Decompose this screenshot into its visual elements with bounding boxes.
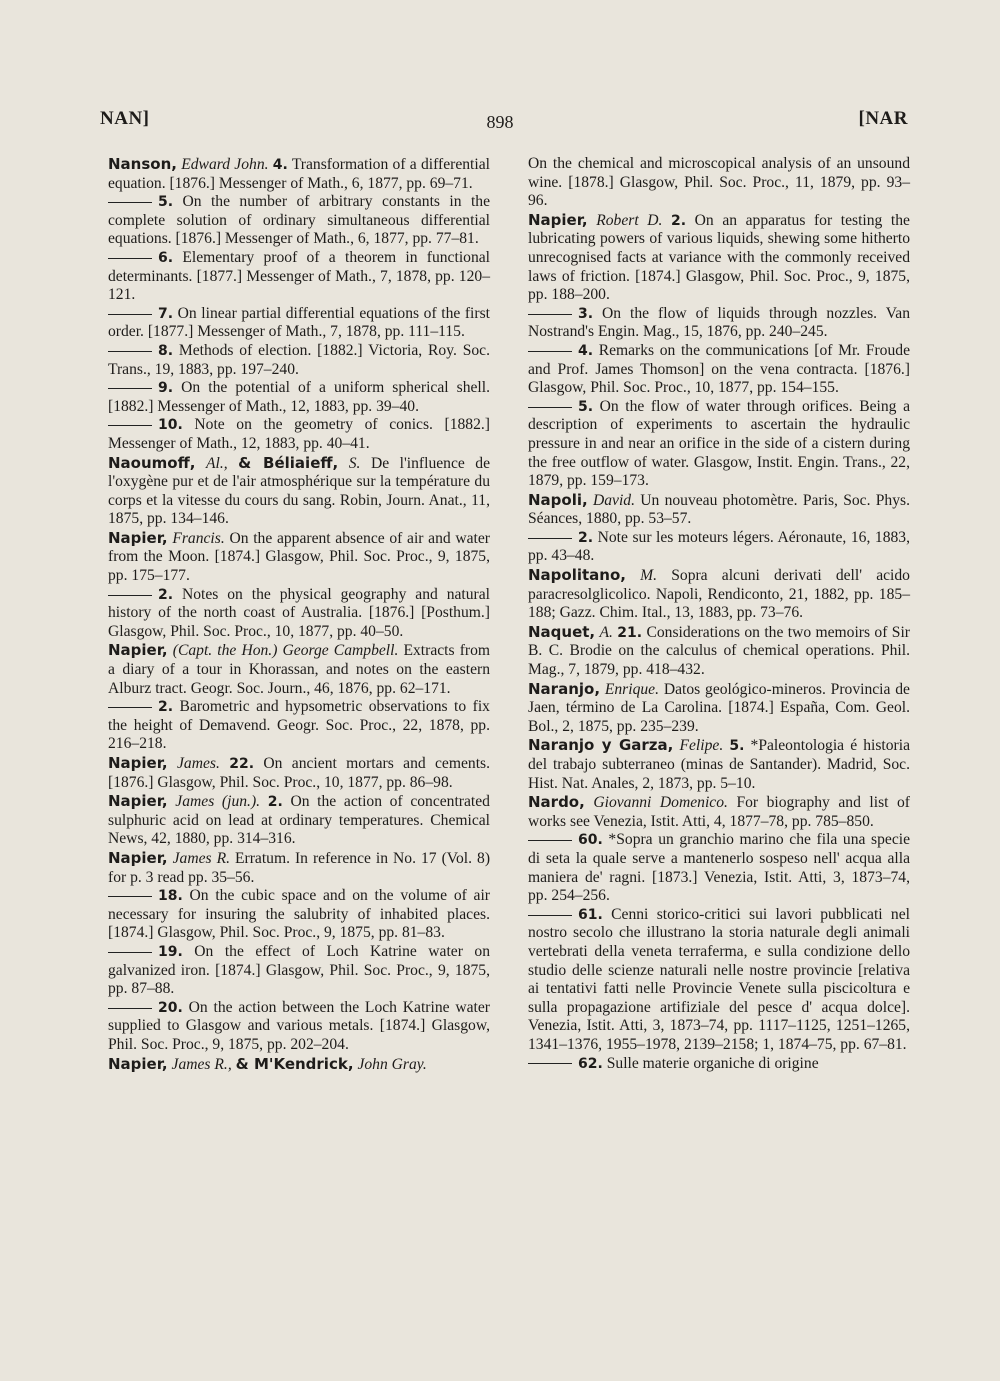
bibliography-entry: [528, 155, 910, 211]
entry-text: On linear partial differential equations of the first order. [1877.] Messenger of Math., 7, 1878, pp. 111–115.: [108, 304, 490, 341]
coauthor-forename: S.: [348, 454, 361, 472]
bibliography-entry: [108, 379, 490, 416]
author-surname: Napoli,: [528, 490, 588, 509]
bibliography-entry: [528, 831, 910, 905]
entry-text: On the number of arbitrary constants in the complete solution of ordinary simultaneous differential equations. [1876.] Messenger of Math., 6, 1877, pp. 77–81.: [108, 193, 490, 248]
entry-number: 3.: [578, 305, 594, 322]
entry-number: 5.: [158, 194, 174, 211]
ditto-rule: [528, 314, 572, 315]
author-surname: Napolitano,: [528, 566, 626, 585]
entry-number: 5.: [578, 398, 594, 415]
entry-text: Elementary proof of a theorem in functional determinants. [1877.] Messenger of Math., 7, 1878, pp. 120–121.: [108, 248, 490, 304]
left-column: [108, 155, 490, 1074]
author-surname: Naoumoff,: [108, 453, 196, 472]
entry-number: 19.: [158, 943, 183, 960]
bibliography-entry: [528, 1055, 910, 1074]
entry-text: Note sur les moteurs légers. Aéronaute, 16, 1883, pp. 43–48.: [528, 528, 910, 565]
entry-text: On an apparatus for testing the lubricating powers of various liquids, shewing some hitherto unrecognised facts at variance with the commonly received laws of friction. [1874.] Glasgow, Phil. Soc. Proc., 9, 1875, pp. 188–200.: [528, 211, 910, 304]
ditto-rule: [528, 538, 572, 539]
bibliography-entry: [528, 623, 910, 680]
entry-number: 2.: [578, 529, 594, 546]
bibliography-entry: [108, 193, 490, 249]
ditto-rule: [108, 595, 152, 596]
entry-number: 4.: [578, 342, 594, 359]
entry-number: 5.: [729, 738, 745, 755]
entry-text: On the flow of liquids through nozzles. Van Nostrand's Engin. Mag., 15, 1876, pp. 240–245.: [528, 304, 911, 341]
ditto-rule: [528, 351, 572, 352]
entry-text: On the action of concentrated sulphuric acid on lead at ordinary temperatures. Chemical News, 42, 1880, pp. 314–316.: [108, 793, 490, 848]
author-forename: Giovanni Domenico.: [593, 794, 728, 812]
bibliography-entry: [108, 586, 490, 642]
entry-number: 8.: [158, 342, 174, 359]
ditto-rule: [528, 407, 572, 408]
entry-number: 6.: [158, 249, 174, 266]
bibliography-entry: [108, 249, 490, 305]
entry-number: 2.: [158, 586, 174, 603]
entry-text: For biography and list of works see Venezia, Istit. Atti, 4, 1877–78, pp. 785–850.: [528, 794, 910, 830]
author-forename: James R.,: [171, 1055, 232, 1073]
ditto-rule: [108, 314, 152, 315]
author-forename: Al.,: [205, 454, 228, 472]
entry-number: 60.: [578, 832, 603, 849]
bibliography-entry: [108, 305, 490, 342]
entry-text: On the cubic space and on the volume of air necessary for insuring the salubrity of inhabited places. [1874.] Glasgow, Phil. Soc. Proc., 9, 1875, pp. 81–83.: [108, 887, 490, 942]
author-surname: Nardo,: [528, 793, 585, 812]
entry-number: 61.: [578, 906, 603, 923]
author-forename: Francis.: [172, 529, 225, 547]
bibliography-entry: [108, 342, 490, 379]
author-surname: Napier,: [108, 848, 168, 867]
coauthor-surname: & M'Kendrick,: [235, 1054, 354, 1073]
author-surname: Napier,: [528, 210, 588, 229]
entry-text: Cenni storico-critici sui lavori pubblicati nel nostro secolo che illustrano la storia naturale degli animali vertebrati della veneta terraferma, e sulla condizione dello studio delle scienze naturali nelle nostre provincie [relativa ai tentativi fatti nelle Provincie Venete sulla piscicoltura e sulla propagazione artifiziale del pesce d' acqua dolce]. Venezia, Istit. Atti, 3, 1873–74, pp. 1117–1125, 1251–1265, 1341–1376, 1955–1978, 2139–2158; 1, 1874–75, pp. 67–81.: [528, 905, 910, 1053]
bibliography-entry: [528, 566, 910, 623]
bibliography-entry: [528, 342, 910, 398]
entry-text: Sulle materie organiche di origine: [606, 1054, 819, 1072]
entry-text: Erratum. In reference in No. 17 (Vol. 8) for p. 3 read pp. 35–56.: [108, 849, 491, 886]
running-head-left: NAN]: [100, 108, 150, 129]
bibliography-entry: [108, 529, 490, 586]
page-number: 898: [486, 112, 514, 132]
entry-number: 9.: [158, 380, 174, 397]
ditto-rule: [108, 896, 152, 897]
bibliography-entry: [108, 754, 490, 792]
entry-text: Sopra alcuni derivati dell' acido paracresolglicolico. Napoli, Rendiconto, 21, 1882, pp. 185–188; Gazz. Chim. Ital., 13, 1883, pp. 73–76.: [528, 567, 910, 622]
bibliography-entry: [528, 211, 910, 305]
bibliography-entry: [108, 641, 490, 698]
entry-text: On the apparent absence of air and water from the Moon. [1874.] Glasgow, Phil. Soc. Proc., 9, 1875, pp. 175–177.: [108, 529, 490, 585]
bibliography-entry: [108, 416, 490, 453]
ditto-rule: [528, 1063, 572, 1064]
entry-number: 2.: [158, 699, 174, 716]
entry-number: 7.: [158, 305, 174, 322]
bibliography-entry: [528, 305, 910, 342]
ditto-rule: [108, 707, 152, 708]
bibliography-entry: [528, 529, 910, 566]
ditto-rule: [528, 915, 572, 916]
bibliography-entry: [108, 698, 490, 754]
entry-text: On the effect of Loch Katrine water on galvanized iron. [1874.] Glasgow, Phil. Soc. Proc., 9, 1875, pp. 87–88.: [108, 942, 490, 998]
bibliography-entry: [108, 887, 490, 943]
entry-text: Transformation of a differential equation. [1876.] Messenger of Math., 6, 1877, pp. 69–71.: [108, 156, 490, 192]
bibliography-entry: [528, 680, 910, 737]
author-forename: A.: [599, 623, 613, 641]
author-forename: M.: [640, 567, 658, 585]
author-forename: (Capt. the Hon.) George Campbell.: [172, 642, 399, 660]
author-forename: Enrique.: [604, 680, 659, 698]
entry-text: *Sopra un granchio marino che fila una specie di seta la quale serve a mantenerlo sospeso nell' acqua alla maniera de' ragni. [1873.] Venezia, Istit. Atti, 3, 1873–74, pp. 254–256.: [528, 831, 910, 905]
entry-number: 62.: [578, 1055, 603, 1072]
bibliography-entry: [108, 1055, 490, 1075]
entry-text: Un nouveau photomètre. Paris, Soc. Phys. Séances, 1880, pp. 53–57.: [528, 491, 910, 528]
entry-number: 4.: [272, 157, 288, 173]
right-column: [528, 155, 910, 1073]
bibliography-entry: [108, 454, 490, 529]
author-surname: Napier,: [108, 792, 168, 811]
author-forename: Felipe.: [679, 737, 724, 755]
author-forename: Robert D.: [596, 211, 663, 229]
ditto-rule: [108, 952, 152, 953]
bibliography-entry: [108, 155, 490, 193]
author-surname: Nanson,: [108, 155, 177, 173]
ditto-rule: [108, 388, 152, 389]
author-forename: James R.: [172, 849, 231, 867]
entry-text: On ancient mortars and cements. [1876.] Glasgow, Phil. Soc. Proc., 10, 1877, pp. 86–98.: [108, 755, 490, 791]
entry-text: Extracts from a diary of a tour in Khorassan, and notes on the eastern Alburz tract. Geogr. Soc. Journ., 46, 1876, pp. 62–171.: [108, 642, 491, 697]
author-surname: Napier,: [108, 641, 168, 660]
entry-text: Barometric and hypsometric observations to fix the height of Demavend. Geogr. Soc. Proc., 22, 1878, pp. 216–218.: [108, 698, 490, 753]
entry-number: 10.: [158, 417, 183, 434]
entry-number: 21.: [617, 624, 643, 641]
author-forename: David.: [592, 491, 635, 509]
entry-text: *Paleontologia é historia del trabajo subterraneo (minas de Santander). Madrid, Soc. Hist. Nat. Anales, 2, 1873, pp. 5–10.: [528, 737, 910, 792]
entry-text: Note on the geometry of conics. [1882.] Messenger of Math., 12, 1883, pp. 40–41.: [108, 416, 490, 452]
entry-text: Notes on the physical geography and natural history of the north coast of Australia. [1876.] [Posthum.] Glasgow, Phil. Soc. Proc., 10, 1877, pp. 40–50.: [108, 585, 490, 640]
bibliography-entry: [108, 999, 490, 1055]
bibliography-entry: [528, 736, 910, 793]
author-surname: Napier,: [108, 528, 168, 547]
author-surname: Napier,: [108, 754, 168, 772]
author-forename: Edward John.: [181, 156, 269, 173]
entry-number: 2.: [267, 794, 283, 811]
entry-text: On the action between the Loch Katrine water supplied to Glasgow and various metals. [1874.] Glasgow, Phil. Soc. Proc., 9, 1875, pp. 202–204.: [108, 998, 490, 1053]
coauthor-surname: & Béliaieff,: [238, 453, 339, 472]
author-forename: James (jun.).: [175, 793, 261, 811]
entry-number: 20.: [158, 999, 183, 1016]
ditto-rule: [108, 425, 152, 426]
ditto-rule: [108, 202, 152, 203]
bibliography-entry: [528, 491, 910, 529]
bibliography-entry: [108, 849, 490, 887]
author-forename: James.: [176, 755, 220, 772]
entry-text: On the chemical and microscopical analysis of an unsound wine. [1878.] Glasgow, Phil. Soc. Proc., 11, 1879, pp. 93–96.: [528, 155, 910, 210]
entry-text: De l'influence de l'oxygène pur et de l'air atmosphérique sur la température du corps et la vitesse du cours du sang. Robin, Journ. Anat., 11, 1875, pp. 134–146.: [108, 454, 491, 528]
bibliography-entry: [528, 398, 910, 491]
entry-number: 2.: [671, 212, 687, 229]
ditto-rule: [108, 351, 152, 352]
bibliography-entry: [108, 792, 490, 849]
author-surname: Naranjo y Garza,: [528, 736, 674, 755]
entry-text: Methods of election. [1882.] Victoria, Roy. Soc. Trans., 19, 1883, pp. 197–240.: [108, 341, 491, 378]
author-surname: Naranjo,: [528, 679, 601, 698]
running-head-right: [NAR: [858, 108, 908, 129]
ditto-rule: [108, 1008, 152, 1009]
entry-text: Remarks on the communications [of Mr. Froude and Prof. James Thomson] on the vena contracta. [1876.] Glasgow, Phil. Soc. Proc., 10, 1877, pp. 154–155.: [528, 341, 910, 397]
entry-number: 18.: [158, 888, 183, 905]
entry-number: 22.: [229, 756, 255, 772]
bibliography-entry: [528, 906, 910, 1055]
entry-text: Datos geológico-mineros. Provincia de Jaen, término de La Carolina. [1874.] España, Com. Geol. Bol., 2, 1875, pp. 235–239.: [528, 680, 910, 735]
entry-text: Considerations on the two memoirs of Sir B. C. Brodie on the calculus of chemical operations. Phil. Mag., 7, 1879, pp. 418–432.: [528, 623, 910, 679]
coauthor-forename: John Gray.: [357, 1055, 427, 1073]
bibliography-entry: [108, 943, 490, 999]
bibliography-entry: [528, 793, 910, 831]
ditto-rule: [528, 840, 572, 841]
entry-text: On the potential of a uniform spherical shell. [1882.] Messenger of Math., 12, 1883, pp. 39–40.: [108, 379, 490, 415]
ditto-rule: [108, 258, 152, 259]
author-surname: Napier,: [108, 1054, 168, 1073]
entry-text: On the flow of water through orifices. Being a description of experiments to ascertain the hydraulic pressure in and near an orifice in the side of a cistern during the free outflow of water. Glasgow, Instit. Engin. Trans., 22, 1879, pp. 159–173.: [528, 397, 910, 490]
author-surname: Naquet,: [528, 622, 596, 641]
